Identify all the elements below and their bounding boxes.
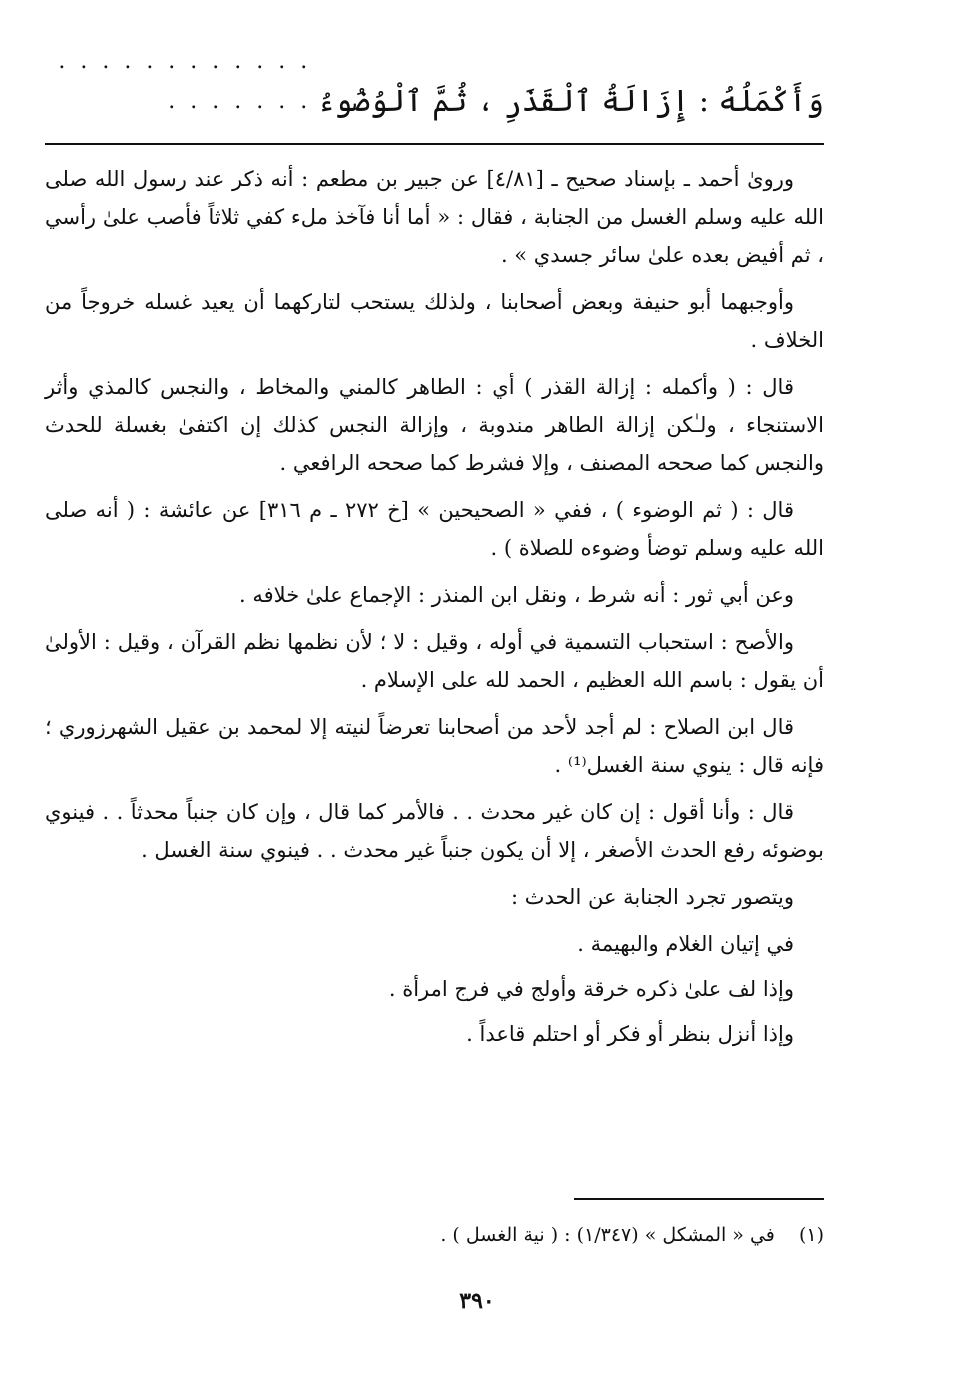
header-rule <box>45 143 824 145</box>
list-item: في إتيان الغلام والبهيمة . <box>577 932 794 956</box>
list-item: وإذا لف علىٰ ذكره خرقة وأولج في فرج امرأة . <box>388 977 794 1001</box>
page-number: ٣٩٠ <box>459 1288 495 1314</box>
header-title: وَأَكْمَلُهُ : إِزَالَةُ ٱلْقَذَرِ ، ثُمَّ ٱلْوُضُوءُ <box>317 84 824 119</box>
list-item: وإذا أنزل بنظر أو فكر أو احتلم قاعداً . <box>466 1022 794 1046</box>
main-text <box>45 160 824 1060</box>
header-leader-dots: . . . . . . . . . . . . . . . . . . . <box>58 49 312 114</box>
footnote-number: (١) <box>798 1224 824 1246</box>
paragraph: قال : ( وأكمله : إزالة القذر ) أي : الطاهر كالمني والمخاط ، والنجس كالمذي وأثر الاستنجاء ، ولـٰكن إزالة الطاهر مندوبة ، وإزالة النجس كذلك إن اكتفىٰ بغسلة للحدث والنجس كما صححه المصنف ، وإلا فشرط كما صححه الرافعي . <box>45 375 824 475</box>
paragraph: ويتصور تجرد الجنابة عن الحدث : <box>510 885 794 909</box>
paragraph: وأوجبهما أبو حنيفة وبعض أصحابنا ، ولذلك يستحب لتاركهما أن يعيد غسله خروجاً من الخلاف . <box>45 290 824 352</box>
footnote-text: في « المشكل » (١/٣٤٧) : ( نية الغسل ) . <box>440 1224 775 1246</box>
paragraph: وعن أبي ثور : أنه شرط ، ونقل ابن المنذر : الإجماع علىٰ خلافه . <box>239 583 794 607</box>
paragraph: قال : ( ثم الوضوء ) ، ففي « الصحيحين » [خ ٢٧٢ ـ م ٣١٦] عن عائشة : ( أنه صلى الله عليه وسلم توضأ وضوءه للصلاة ) . <box>45 498 824 560</box>
running-header <box>45 49 824 122</box>
footnote <box>45 1220 824 1250</box>
footnote-rule <box>574 1198 824 1200</box>
paragraph: قال : وأنا أقول : إن كان غير محدث . . فالأمر كما قال ، وإن كان جنباً محدثاً . . فينوي بوضوئه رفع الحدث الأصغر ، إلا أن يكون جنباً غير محدث . . فينوي سنة الغسل . <box>45 800 824 862</box>
paragraph: ورویٰ أحمد ـ بإسناد صحيح ـ [٤/٨١] عن جبير بن مطعم : أنه ذكر عند رسول الله صلى الله عليه وسلم الغسل من الجنابة ، فقال : « أما أنا فآخذ ملء كفي ثلاثاً فأصب علىٰ رأسي ، ثم أفيض بعده علىٰ سائر جسدي » . <box>45 167 824 267</box>
paragraph: والأصح : استحباب التسمية في أوله ، وقيل : لا ؛ لأن نظمها نظم القرآن ، وقيل : الأولىٰ أن يقول : باسم الله العظيم ، الحمد لله على الإسلام . <box>45 630 824 692</box>
paragraph: قال ابن الصلاح : لم أجد لأحد من أصحابنا تعرضاً لنيته إلا لمحمد بن عقيل الشهرزوري ؛ فإنه قال : ينوي سنة الغسل⁽¹⁾ . <box>45 715 824 777</box>
